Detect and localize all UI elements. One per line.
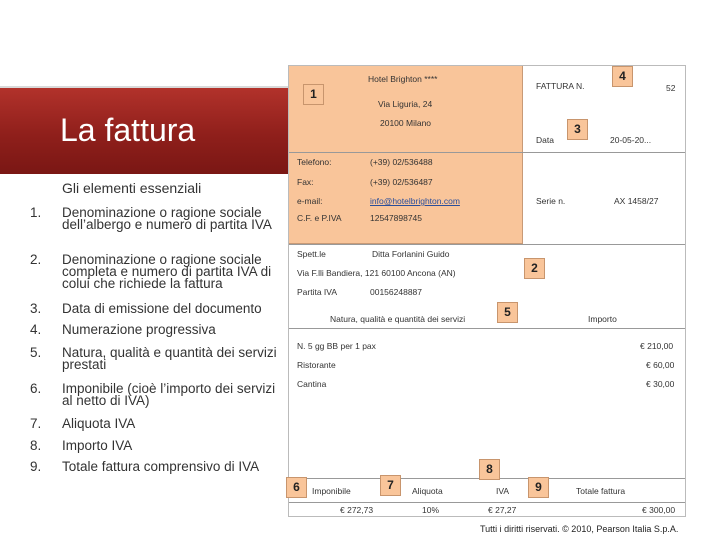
list-item-number: 6. bbox=[30, 381, 42, 396]
service-desc: Cantina bbox=[297, 379, 327, 389]
client-name: Ditta Forlanini Guido bbox=[372, 249, 450, 259]
list-item-text: Denominazione o ragione sociale completa e numero di partita IVA di colui che richiede la fattura bbox=[62, 252, 272, 291]
divider bbox=[289, 244, 685, 245]
list-item-number: 5. bbox=[30, 345, 42, 360]
telefono-value: (+39) 02/536488 bbox=[370, 157, 433, 167]
telefono-label: Telefono: bbox=[297, 157, 332, 167]
badge-3: 3 bbox=[567, 119, 588, 140]
badge-9: 9 bbox=[528, 477, 549, 498]
serie-value: AX 1458/27 bbox=[614, 196, 659, 206]
importo-header: Importo bbox=[588, 314, 617, 324]
totale-value: € 300,00 bbox=[642, 505, 676, 515]
cf-label: C.F. e P.IVA bbox=[297, 213, 342, 223]
copyright-footer: Tutti i diritti riservati. © 2010, Pearson Italia S.p.A. bbox=[480, 524, 679, 534]
iva-value: € 27,27 bbox=[488, 505, 517, 515]
data-label: Data bbox=[536, 135, 554, 145]
service-amount: € 210,00 bbox=[640, 341, 674, 351]
client-piva-value: 00156248887 bbox=[370, 287, 423, 297]
divider bbox=[289, 502, 685, 503]
badge-6: 6 bbox=[286, 477, 307, 498]
list-item-number: 4. bbox=[30, 322, 42, 337]
list-item-text: Denominazione o ragione sociale dell’albergo e numero di partita IVA bbox=[62, 205, 272, 232]
service-amount: € 30,00 bbox=[646, 379, 675, 389]
list-item-text: Importo IVA bbox=[62, 438, 133, 453]
list-item-number: 2. bbox=[30, 252, 42, 267]
list-item-text: Natura, qualità e quantità dei servizi prestati bbox=[62, 345, 277, 372]
hotel-name: Hotel Brighton **** bbox=[368, 74, 438, 84]
client-piva-label: Partita IVA bbox=[297, 287, 337, 297]
spett-label: Spett.le bbox=[297, 249, 326, 259]
email-label: e-mail: bbox=[297, 196, 323, 206]
fattura-label: FATTURA N. bbox=[536, 81, 585, 91]
totale-label: Totale fattura bbox=[576, 486, 626, 496]
list-item-number: 7. bbox=[30, 416, 42, 431]
badge-2: 2 bbox=[524, 258, 545, 279]
fattura-number: 52 bbox=[666, 83, 676, 93]
badge-7: 7 bbox=[380, 475, 401, 496]
badge-5: 5 bbox=[497, 302, 518, 323]
list-item-number: 8. bbox=[30, 438, 42, 453]
natura-header: Natura, qualità e quantità dei servizi bbox=[330, 314, 466, 324]
fax-label: Fax: bbox=[297, 177, 314, 187]
divider bbox=[289, 328, 685, 329]
imponibile-label: Imponibile bbox=[312, 486, 351, 496]
hotel-street: Via Liguria, 24 bbox=[378, 99, 433, 109]
imponibile-value: € 272,73 bbox=[340, 505, 374, 515]
list-item-number: 9. bbox=[30, 459, 42, 474]
badge-8: 8 bbox=[479, 459, 500, 480]
iva-label: IVA bbox=[496, 486, 510, 496]
serie-label: Serie n. bbox=[536, 196, 566, 206]
aliquota-value: 10% bbox=[422, 505, 440, 515]
badge-4: 4 bbox=[612, 66, 633, 87]
slide-title: La fattura bbox=[60, 112, 196, 148]
badge-1: 1 bbox=[303, 84, 324, 105]
service-desc: Ristorante bbox=[297, 360, 336, 370]
service-amount: € 60,00 bbox=[646, 360, 675, 370]
list-item-text: Totale fattura comprensivo di IVA bbox=[62, 459, 260, 474]
aliquota-label: Aliquota bbox=[412, 486, 443, 496]
list-item-text: Aliquota IVA bbox=[62, 416, 136, 431]
client-address: Via F.lli Bandiera, 121 60100 Ancona (AN) bbox=[297, 268, 456, 278]
list-item-number: 1. bbox=[30, 205, 42, 220]
cf-value: 12547898745 bbox=[370, 213, 423, 223]
list-item-number: 3. bbox=[30, 301, 42, 316]
hotel-city: 20100 Milano bbox=[380, 118, 432, 128]
service-desc: N. 5 gg BB per 1 pax bbox=[297, 341, 376, 351]
list-item-text: Imponibile (cioè l’importo dei servizi al netto di IVA) bbox=[62, 381, 276, 408]
slide-subtitle: Gli elementi essenziali bbox=[62, 180, 202, 196]
list-item-text: Numerazione progressiva bbox=[62, 322, 216, 337]
list-item-text: Data di emissione del documento bbox=[62, 301, 262, 316]
fax-value: (+39) 02/536487 bbox=[370, 177, 433, 187]
divider bbox=[289, 152, 685, 153]
data-value: 20-05-20... bbox=[610, 135, 652, 145]
email-link[interactable]: info@hotelbrighton.com bbox=[370, 196, 460, 206]
